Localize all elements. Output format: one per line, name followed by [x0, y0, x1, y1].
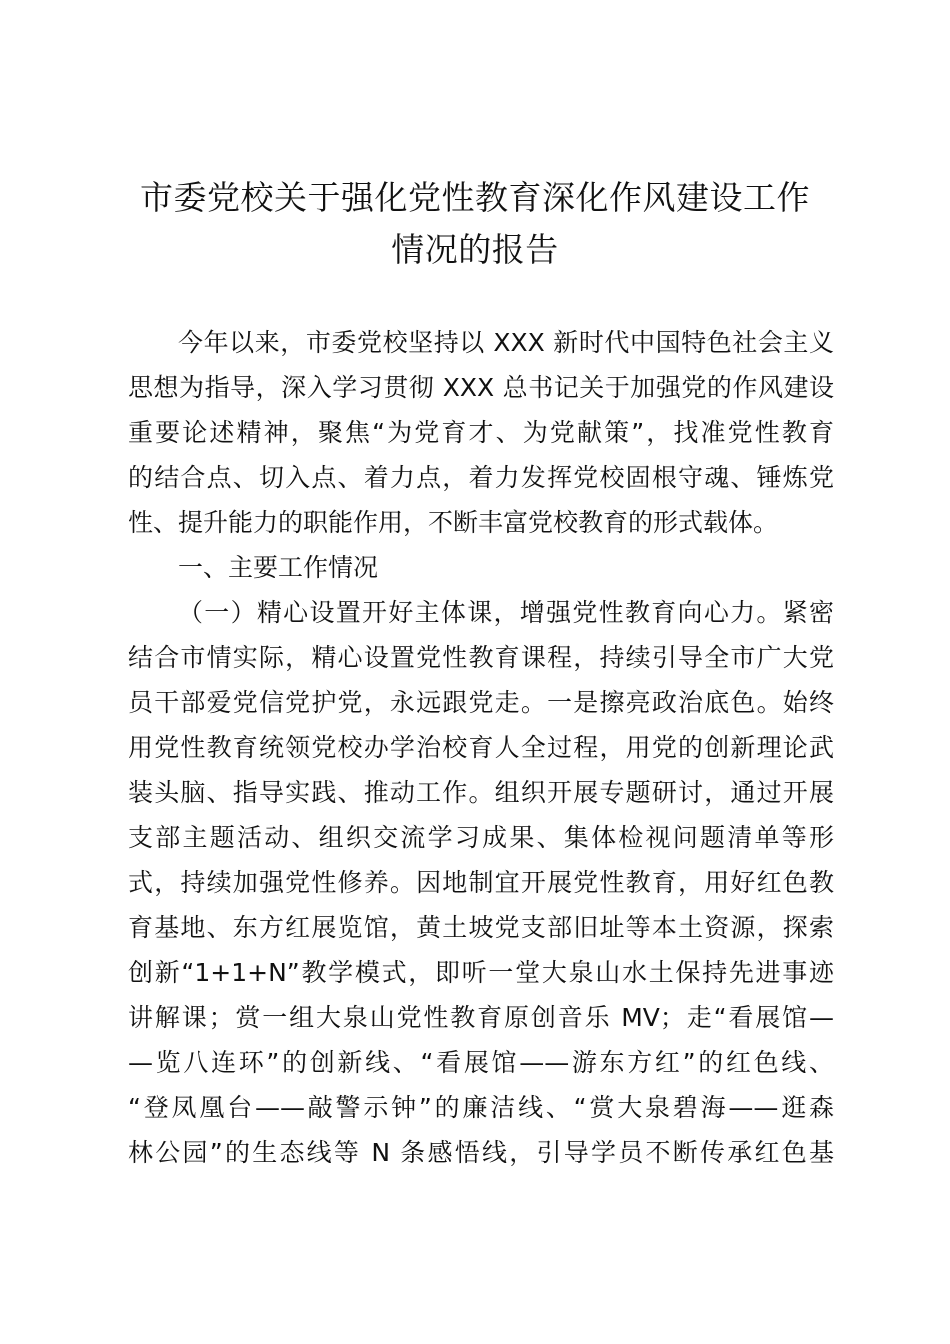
subsection-heading-line: （一）精心设置开好主体课，增强党性教育向心力。紧密 — [178, 598, 834, 627]
document-title — [112, 172, 838, 276]
title-line: 市委党校关于强化党性教育深化作风建设工作 — [140, 178, 810, 217]
paragraph-line: 性、提升能力的职能作用，不断丰富党校教育的形式载体。 — [128, 508, 779, 537]
paragraph-line: 讲解课；赏一组大泉山党性教育原创音乐 MV；走“看展馆— — [128, 1003, 834, 1032]
paragraph-line: 林公园”的生态线等 N 条感悟线，引导学员不断传承红色基 — [128, 1138, 834, 1167]
paragraph-line: 用党性教育统领党校办学治校育人全过程，用党的创新理论武 — [128, 733, 834, 762]
paragraph-line: 结合市情实际，精心设置党性教育课程，持续引导全市广大党 — [128, 643, 834, 672]
title-line: 情况的报告 — [391, 230, 559, 269]
document-body — [128, 320, 834, 1175]
paragraph-line: —览八连环”的创新线、“看展馆——游东方红”的红色线、 — [128, 1048, 834, 1077]
paragraph-line: 式，持续加强党性修养。因地制宜开展党性教育，用好红色教 — [128, 868, 834, 897]
paragraph-line: 重要论述精神，聚焦“为党育才、为党献策”，找准党性教育 — [128, 418, 834, 447]
section-heading: 一、主要工作情况 — [178, 553, 379, 582]
paragraph-line: 员干部爱党信党护党，永远跟党走。一是擦亮政治底色。始终 — [128, 688, 834, 717]
paragraph-line: 的结合点、切入点、着力点，着力发挥党校固根守魂、锤炼党 — [128, 463, 834, 492]
paragraph-line: 装头脑、指导实践、推动工作。组织开展专题研讨，通过开展 — [128, 778, 834, 807]
paragraph-line: 今年以来，市委党校坚持以 XXX 新时代中国特色社会主义 — [178, 328, 834, 357]
paragraph-line: 育基地、东方红展览馆，黄土坡党支部旧址等本土资源，探索 — [128, 913, 834, 942]
paragraph-line: 思想为指导，深入学习贯彻 XXX 总书记关于加强党的作风建设 — [128, 373, 834, 402]
paragraph-line: 支部主题活动、组织交流学习成果、集体检视问题清单等形 — [128, 823, 834, 852]
paragraph-line: 创新“1+1+N”教学模式，即听一堂大泉山水土保持先进事迹 — [128, 958, 834, 987]
paragraph-line: “登凤凰台——敲警示钟”的廉洁线、“赏大泉碧海——逛森 — [128, 1093, 834, 1122]
